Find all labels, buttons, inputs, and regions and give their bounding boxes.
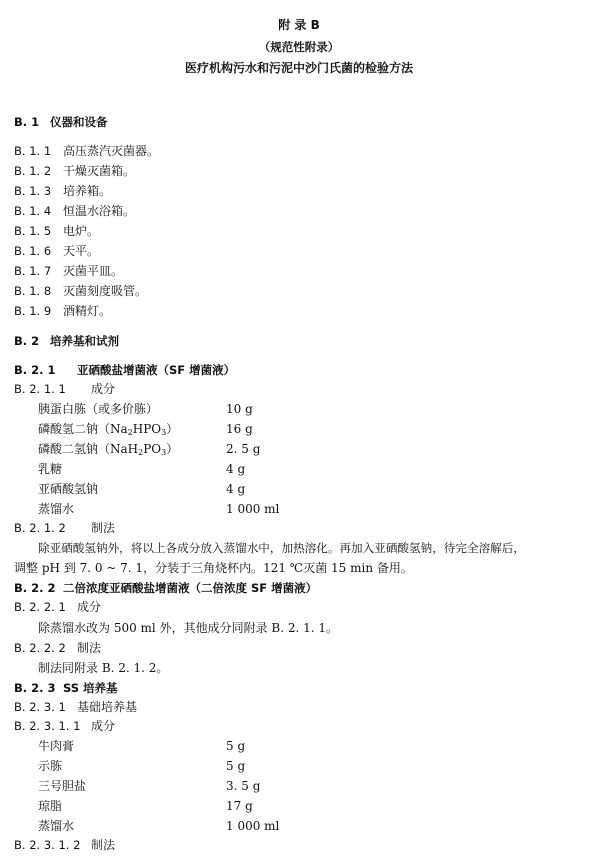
body-text: 除蒸馏水改为 500 ml 外，其他成分同附录 B. 2. 1. 1。 (38, 621, 338, 635)
ingredient-name: 乳糖 (38, 462, 63, 476)
item-text: 恒温水浴箱。 (63, 204, 136, 218)
section-title: 培养基和试剂 (50, 334, 119, 348)
ingredient-qty: 5 g (226, 759, 246, 773)
item-text: 电炉。 (63, 224, 100, 238)
section-number: B. 2. 3 (14, 681, 56, 695)
item-text: 灭菌刻度吸管。 (63, 284, 148, 298)
section-title: 制法 (77, 641, 102, 655)
section-title: 二倍浓度亚硒酸盐增菌液（二倍浓度 SF 增菌液） (63, 581, 318, 595)
section-title: 制法 (91, 838, 116, 852)
section-title: 成分 (91, 719, 116, 733)
ingredient-name: 示胨 (38, 759, 63, 773)
section-number: B. 1 (14, 115, 40, 129)
section-title: 亚硒酸盐增菌液（SF 增菌液） (77, 363, 236, 377)
ingredient-qty: 16 g (226, 422, 253, 436)
section-title: 制法 (91, 521, 116, 535)
method-text: 除亚硒酸氢钠外，将以上各成分放入蒸馏水中，加热溶化。再加入亚硒酸氢钠，待完全溶解后， (38, 541, 525, 555)
section-number: B. 2. 1. 1 (14, 382, 66, 396)
ingredient-name: 蒸馏水 (38, 502, 75, 516)
ingredient-qty: 1 000 ml (226, 502, 280, 516)
section-title: 仪器和设备 (50, 115, 108, 129)
item-text: 天平。 (63, 244, 100, 258)
item-number: B. 1. 7 (14, 264, 52, 278)
item-text: 干燥灭菌箱。 (63, 164, 136, 178)
section-title: 基础培养基 (77, 700, 138, 714)
annex-label: 附 录 B (278, 18, 320, 32)
section-number: B. 2. 3. 1. 2 (14, 838, 81, 852)
section-number: B. 2. 1 (14, 363, 56, 377)
ingredient-name: 牛肉膏 (38, 739, 75, 753)
section-number: B. 2. 2 (14, 581, 56, 595)
item-number: B. 1. 8 (14, 284, 52, 298)
section-number: B. 2. 1. 2 (14, 521, 66, 535)
section-title: 成分 (91, 382, 116, 396)
ingredient-qty: 2. 5 g (226, 442, 261, 456)
ingredient-name: 蒸馏水 (38, 819, 75, 833)
ingredient-qty: 4 g (226, 482, 246, 496)
section-title: 成分 (77, 600, 102, 614)
section-number: B. 2. 2. 1 (14, 600, 66, 614)
item-number: B. 1. 4 (14, 204, 52, 218)
ingredient-name: 三号胆盐 (38, 779, 87, 793)
item-number: B. 1. 9 (14, 304, 52, 318)
ingredient-name: 磷酸氢二钠$(Na_2HPO_3)$ (38, 422, 179, 437)
section-title: SS 培养基 (63, 681, 118, 695)
ingredient-name: 胰蛋白胨（或多价胨） (38, 402, 159, 416)
item-number: B. 1. 6 (14, 244, 52, 258)
item-number: B. 1. 3 (14, 184, 52, 198)
section-number: B. 2. 3. 1. 1 (14, 719, 81, 733)
item-number: B. 1. 5 (14, 224, 52, 238)
body-text: 制法同附录 B. 2. 1. 2。 (38, 661, 169, 675)
item-number: B. 1. 1 (14, 144, 52, 158)
item-text: 高压蒸汽灭菌器。 (63, 144, 160, 158)
method-text: 调整 pH 到 7. 0 ~ 7. 1，分装于三角烧杯内。121 ℃灭菌 15 min 备用。 (14, 561, 413, 575)
ingredient-qty: 1 000 ml (226, 819, 280, 833)
section-number: B. 2. 2. 2 (14, 641, 66, 655)
section-number: B. 2. 3. 1 (14, 700, 66, 714)
annex-normative: （规范性附录） (258, 40, 340, 54)
ingredient-name: 磷酸二氢钠$(NaH_2PO_3)$ (38, 442, 179, 457)
ingredient-qty: 3. 5 g (226, 779, 261, 793)
section-number: B. 2 (14, 334, 40, 348)
ingredient-name: 亚硒酸氢钠 (38, 482, 99, 496)
ingredient-qty: 10 g (226, 402, 253, 416)
ingredient-qty: 17 g (226, 799, 253, 813)
item-text: 酒精灯。 (63, 304, 112, 318)
ingredient-qty: 4 g (226, 462, 246, 476)
item-number: B. 1. 2 (14, 164, 52, 178)
annex-title: 医疗机构污水和污泥中沙门氏菌的检验方法 (184, 61, 413, 75)
ingredient-qty: 5 g (226, 739, 246, 753)
ingredient-name: 琼脂 (38, 799, 63, 813)
item-text: 灭菌平皿。 (63, 264, 124, 278)
item-text: 培养箱。 (63, 184, 112, 198)
